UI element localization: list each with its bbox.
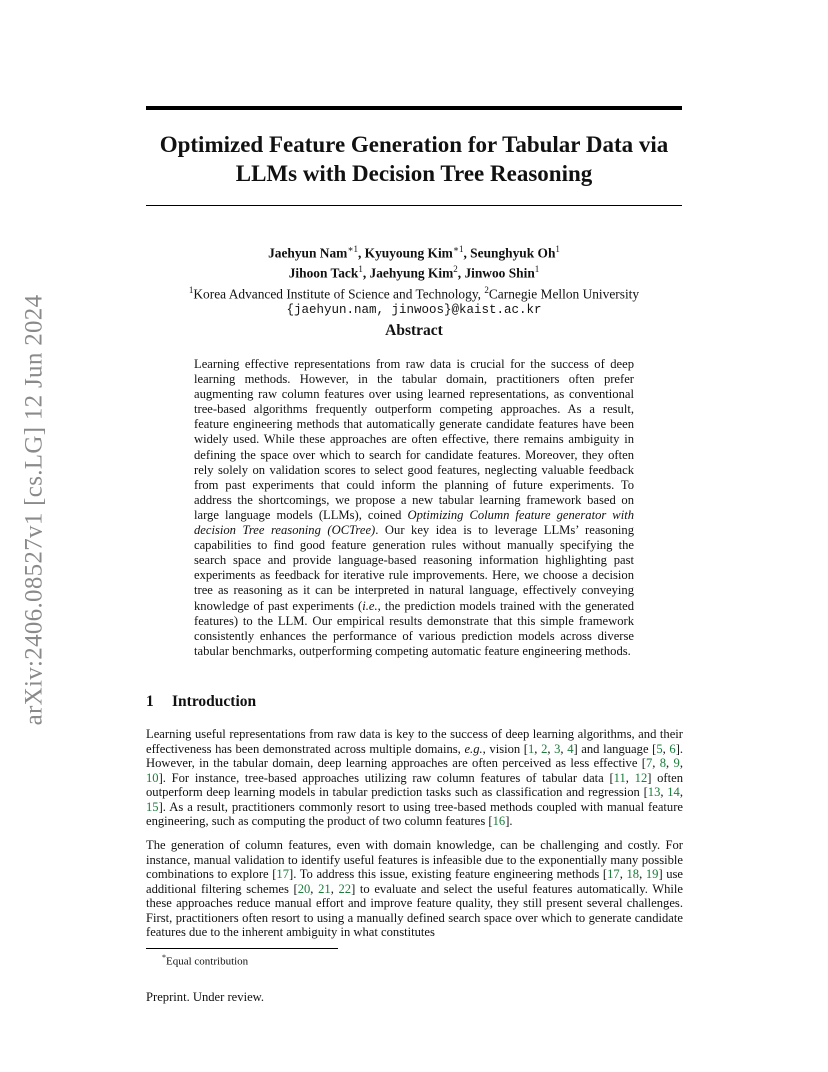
abstract-italic-ie: i.e. xyxy=(362,598,378,613)
author-separator: , xyxy=(463,245,471,261)
paragraph-text: ]. As a result, practitioners commonly resort to using tree-based methods coupled with manual feature engineering, such as computing the product of two column features [ xyxy=(146,799,683,828)
introduction-paragraph-1 xyxy=(146,727,683,829)
citation-link[interactable]: 8 xyxy=(659,756,667,770)
title-bottom-rule xyxy=(146,205,682,206)
section-title: Introduction xyxy=(172,693,257,710)
paragraph-text: , xyxy=(652,756,660,770)
citation-link[interactable]: 21 xyxy=(318,881,331,896)
paper-title xyxy=(146,130,682,188)
citation-link[interactable]: 1 xyxy=(528,741,535,756)
affiliation-kaist: Korea Advanced Institute of Science and Technology, xyxy=(193,286,485,302)
author-name: Kyuyoung Kim xyxy=(364,245,453,261)
paragraph-text: , xyxy=(666,756,674,770)
citation-link[interactable]: 14 xyxy=(667,785,680,799)
abstract-part-2: . Our key idea is to leverage LLMs’ reasoning capabilities to find good feature generation rules without manually specifying the search space and provide language-based reasoning information highlighting past experiments as feedback for iterative rule improvements. Here, we choose a decision tree as reasoning as it can be interpreted in natural language, effectively conveying knowledge of past experiments ( xyxy=(194,523,634,613)
affiliation-cmu: Carnegie Mellon University xyxy=(488,286,640,302)
author-affiliation-mark: 1 xyxy=(534,264,540,275)
paragraph-text: ] and language [ xyxy=(573,741,657,756)
paragraph-text: , xyxy=(639,867,646,881)
abstract-italic-method-name: Optimizing Column feature generator with decision Tree reasoning (OCTree) xyxy=(194,507,634,538)
citation-link[interactable]: 5 xyxy=(656,741,663,756)
introduction-paragraph-2 xyxy=(146,838,683,940)
citation-link[interactable]: 20 xyxy=(297,881,311,896)
citation-link[interactable]: 19 xyxy=(645,867,659,881)
affiliation-mark-1: 1 xyxy=(188,284,194,295)
paragraph-text: , xyxy=(679,785,683,799)
citation-link[interactable]: 10 xyxy=(146,770,159,785)
author-separator: , xyxy=(357,245,365,261)
citation-link[interactable]: 9 xyxy=(673,756,680,770)
author-name: Jihoon Tack xyxy=(288,265,359,281)
arxiv-identifier: arXiv:2406.08527v1 [cs.LG] 12 Jun 2024 xyxy=(20,294,48,726)
title-line-1: Optimized Feature Generation for Tabular Data via xyxy=(159,132,669,157)
paragraph-text: , xyxy=(534,741,542,756)
citation-link[interactable]: 6 xyxy=(669,741,676,756)
paragraph-text: ]. xyxy=(505,814,513,828)
citation-link[interactable]: 11 xyxy=(613,770,626,785)
section-heading-introduction xyxy=(146,693,256,711)
paragraph-text: , xyxy=(547,741,555,756)
title-top-rule xyxy=(146,106,682,110)
abstract-heading: Abstract xyxy=(385,322,443,339)
citation-link[interactable]: 13 xyxy=(647,785,661,799)
abstract-text xyxy=(194,357,634,659)
author-affiliation-mark: 1 xyxy=(555,244,560,254)
paragraph-text: , xyxy=(330,881,339,896)
arxiv-sidebar-stamp xyxy=(2,240,66,780)
author-name: Jaehyun Nam xyxy=(268,245,348,261)
author-affiliation-mark: 2 xyxy=(453,264,458,275)
paragraph-text: , xyxy=(560,741,568,756)
footnote-rule xyxy=(146,948,338,949)
paragraph-text: , xyxy=(662,741,670,756)
paragraph-text: , xyxy=(625,770,635,785)
citation-link[interactable]: 7 xyxy=(645,756,653,770)
author-email: {jaehyun.nam, jinwoos}@kaist.ac.kr xyxy=(286,303,542,318)
author-affiliation-mark: ∗1 xyxy=(347,244,358,254)
paragraph-text: , xyxy=(619,867,627,881)
author-line-1 xyxy=(146,241,682,261)
preprint-notice: Preprint. Under review. xyxy=(146,990,265,1004)
affiliation-mark-2: 2 xyxy=(484,284,489,295)
abstract-part-3: , the prediction models trained with the generated features) to the LLM. Our empirical results demonstrate that this simple framework consistently enhances the performance of various prediction models across diverse tabular benchmarks, outperforming competing automatic feature engineering methods. xyxy=(194,598,634,658)
affiliations xyxy=(146,282,682,302)
citation-link[interactable]: 4 xyxy=(567,741,574,756)
abstract-part-1: Learning effective representations from raw data is crucial for the success of deep learning methods. However, in the tabular domain, practitioners often prefer augmenting raw column features over using learned representations, as conventional tree-based algorithms frequently outperform competing approaches. As a result, feature engineering methods that automatically generate candidate features have been widely used. While these approaches are often effective, there remains ambiguity in defining the space over which to search for candidate features. Moreover, they often rely solely on validation scores to select good features, neglecting valuable feedback from past experiments that could inform the planning of future experiments. To address the shortcomings, we propose a new tabular learning framework based on large language models (LLMs), coined xyxy=(194,357,634,522)
footnote xyxy=(162,953,248,968)
paragraph-text: Learning useful representations from raw data is key to the success of deep learning algorithms, and their effectiveness has been demonstrated across multiple domains, xyxy=(146,727,683,756)
citation-link[interactable]: 17 xyxy=(276,867,290,881)
citation-link[interactable]: 2 xyxy=(541,741,548,756)
paragraph-text: , xyxy=(679,756,683,770)
title-line-2: LLMs with Decision Tree Reasoning xyxy=(235,161,593,186)
author-separator: , xyxy=(362,265,370,281)
paragraph-text: , xyxy=(660,785,668,799)
paragraph-text: ]. For instance, tree-based approaches utilizing raw column features of tabular data [ xyxy=(158,770,614,785)
footnote-mark: * xyxy=(162,953,166,962)
paragraph-text: ] use additional filtering schemes [ xyxy=(146,867,684,896)
author-separator: , xyxy=(457,265,465,281)
author-block xyxy=(146,241,682,319)
paragraph-text: , vision [ xyxy=(482,741,528,756)
paragraph-text: ]. However, in the tabular domain, deep learning approaches are often perceived as less effective [ xyxy=(146,741,684,770)
citation-link[interactable]: 3 xyxy=(554,741,561,756)
italic-text: e.g. xyxy=(464,741,483,756)
citation-link[interactable]: 16 xyxy=(492,814,506,828)
citation-link[interactable]: 22 xyxy=(338,881,352,896)
paragraph-text: , xyxy=(310,881,319,896)
author-name: Jaehyung Kim xyxy=(369,265,454,281)
citation-link[interactable]: 15 xyxy=(146,799,159,814)
citation-link[interactable]: 18 xyxy=(626,867,640,881)
author-name: Jinwoo Shin xyxy=(464,265,535,281)
author-affiliation-mark: 1 xyxy=(358,264,363,275)
paragraph-text: ] often outperform deep learning models in tabular prediction tasks such as classification and regression [ xyxy=(146,770,683,799)
footnote-text: Equal contribution xyxy=(166,955,249,968)
section-number: 1 xyxy=(146,693,154,710)
citation-link[interactable]: 17 xyxy=(607,867,620,881)
paragraph-text: The generation of column features, even with domain knowledge, can be challenging and costly. For instance, manual validation to identify useful features is infeasible due to the exponentially many possible combinations to explore [ xyxy=(146,838,683,881)
author-name: Seunghyuk Oh xyxy=(470,245,556,261)
author-line-2 xyxy=(146,261,682,281)
paragraph-text: ] to evaluate and select the useful features automatically. While these approaches reduce manual effort and improve feature quality, they still present several challenges. First, practitioners often resort to using a manually defined search space over which to generate candidate features due to the inherent ambiguity in what constitutes xyxy=(146,881,684,939)
citation-link[interactable]: 12 xyxy=(634,770,648,785)
author-affiliation-mark: ∗1 xyxy=(452,244,464,254)
paragraph-text: ]. To address this issue, existing feature engineering methods [ xyxy=(289,867,608,881)
